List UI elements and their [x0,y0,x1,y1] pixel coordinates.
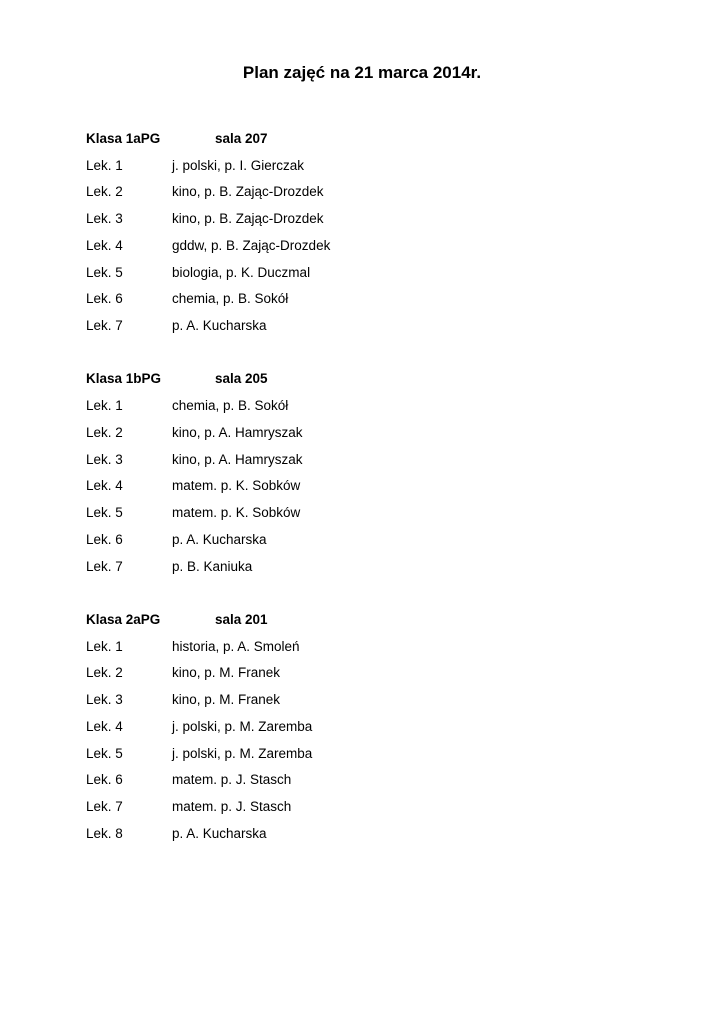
lesson-subject: matem. p. J. Stasch [172,799,292,815]
lesson-number: Lek. 4 [86,478,123,494]
lesson-number: Lek. 2 [86,665,123,681]
lesson-subject: p. A. Kucharska [172,825,267,841]
lesson-subject: kino, p. M. Franek [172,692,281,708]
lesson-subject: j. polski, p. M. Zaremba [172,745,313,761]
lesson-row [86,499,646,526]
lesson-number: Lek. 2 [86,184,123,200]
room-label: sala 207 [215,130,268,146]
lesson-number: Lek. 6 [86,531,123,547]
lesson-row [86,259,646,286]
lesson-subject: matem. p. J. Stasch [172,772,292,788]
lesson-number: Lek. 5 [86,505,123,521]
lesson-subject: gddw, p. B. Zając-Drozdek [172,237,331,253]
lesson-number: Lek. 1 [86,638,123,654]
lesson-subject: kino, p. B. Zając-Drozdek [172,184,324,200]
lesson-row [86,392,646,419]
lesson-row [86,820,646,847]
room-label: sala 201 [215,611,268,627]
class-label: Klasa 1aPG [86,130,161,146]
lesson-row [86,179,646,206]
class-section [86,606,646,847]
document-title: Plan zajęć na 21 marca 2014r. [242,63,482,82]
lesson-number: Lek. 4 [86,237,123,253]
lesson-subject: chemia, p. B. Sokół [172,398,289,414]
lesson-subject: kino, p. M. Franek [172,665,281,681]
room-label: sala 205 [215,371,268,387]
lesson-number: Lek. 6 [86,772,123,788]
lesson-subject: kino, p. A. Hamryszak [172,451,303,467]
lesson-row [86,232,646,259]
class-section [86,366,646,580]
lesson-row [86,286,646,313]
lesson-number: Lek. 4 [86,718,123,734]
lesson-row [86,660,646,687]
schedule-sections [86,125,646,873]
lesson-subject: j. polski, p. M. Zaremba [172,718,313,734]
lesson-number: Lek. 8 [86,825,123,841]
lesson-number: Lek. 5 [86,264,123,280]
class-header [86,125,646,152]
lesson-row [86,312,646,339]
lesson-row [86,633,646,660]
lesson-subject: matem. p. K. Sobków [172,478,301,494]
lesson-number: Lek. 2 [86,424,123,440]
lesson-subject: kino, p. B. Zając-Drozdek [172,211,324,227]
lesson-subject: j. polski, p. I. Gierczak [172,157,305,173]
lesson-row [86,526,646,553]
lesson-row [86,553,646,580]
lesson-number: Lek. 7 [86,558,123,574]
lesson-subject: p. A. Kucharska [172,318,267,334]
lesson-row [86,419,646,446]
lesson-row [86,740,646,767]
class-header [86,366,646,393]
lesson-subject: matem. p. K. Sobków [172,505,301,521]
lesson-row [86,152,646,179]
class-label: Klasa 1bPG [86,371,162,387]
lesson-subject: historia, p. A. Smoleń [172,638,300,654]
lesson-number: Lek. 1 [86,398,123,414]
lesson-subject: p. B. Kaniuka [172,558,253,574]
lesson-row [86,767,646,794]
lesson-number: Lek. 3 [86,211,123,227]
lesson-row [86,793,646,820]
lesson-row [86,205,646,232]
lesson-number: Lek. 6 [86,291,123,307]
class-label: Klasa 2aPG [86,611,161,627]
lesson-row [86,713,646,740]
class-header [86,606,646,633]
lesson-subject: kino, p. A. Hamryszak [172,424,303,440]
lesson-subject: chemia, p. B. Sokół [172,291,289,307]
class-section [86,125,646,339]
lesson-subject: p. A. Kucharska [172,531,267,547]
lesson-subject: biologia, p. K. Duczmal [172,264,311,280]
lesson-row [86,686,646,713]
lesson-number: Lek. 1 [86,157,123,173]
lesson-row [86,446,646,473]
lesson-number: Lek. 7 [86,318,123,334]
lesson-row [86,473,646,500]
lesson-number: Lek. 3 [86,692,123,708]
lesson-number: Lek. 3 [86,451,123,467]
lesson-number: Lek. 5 [86,745,123,761]
lesson-number: Lek. 7 [86,799,123,815]
